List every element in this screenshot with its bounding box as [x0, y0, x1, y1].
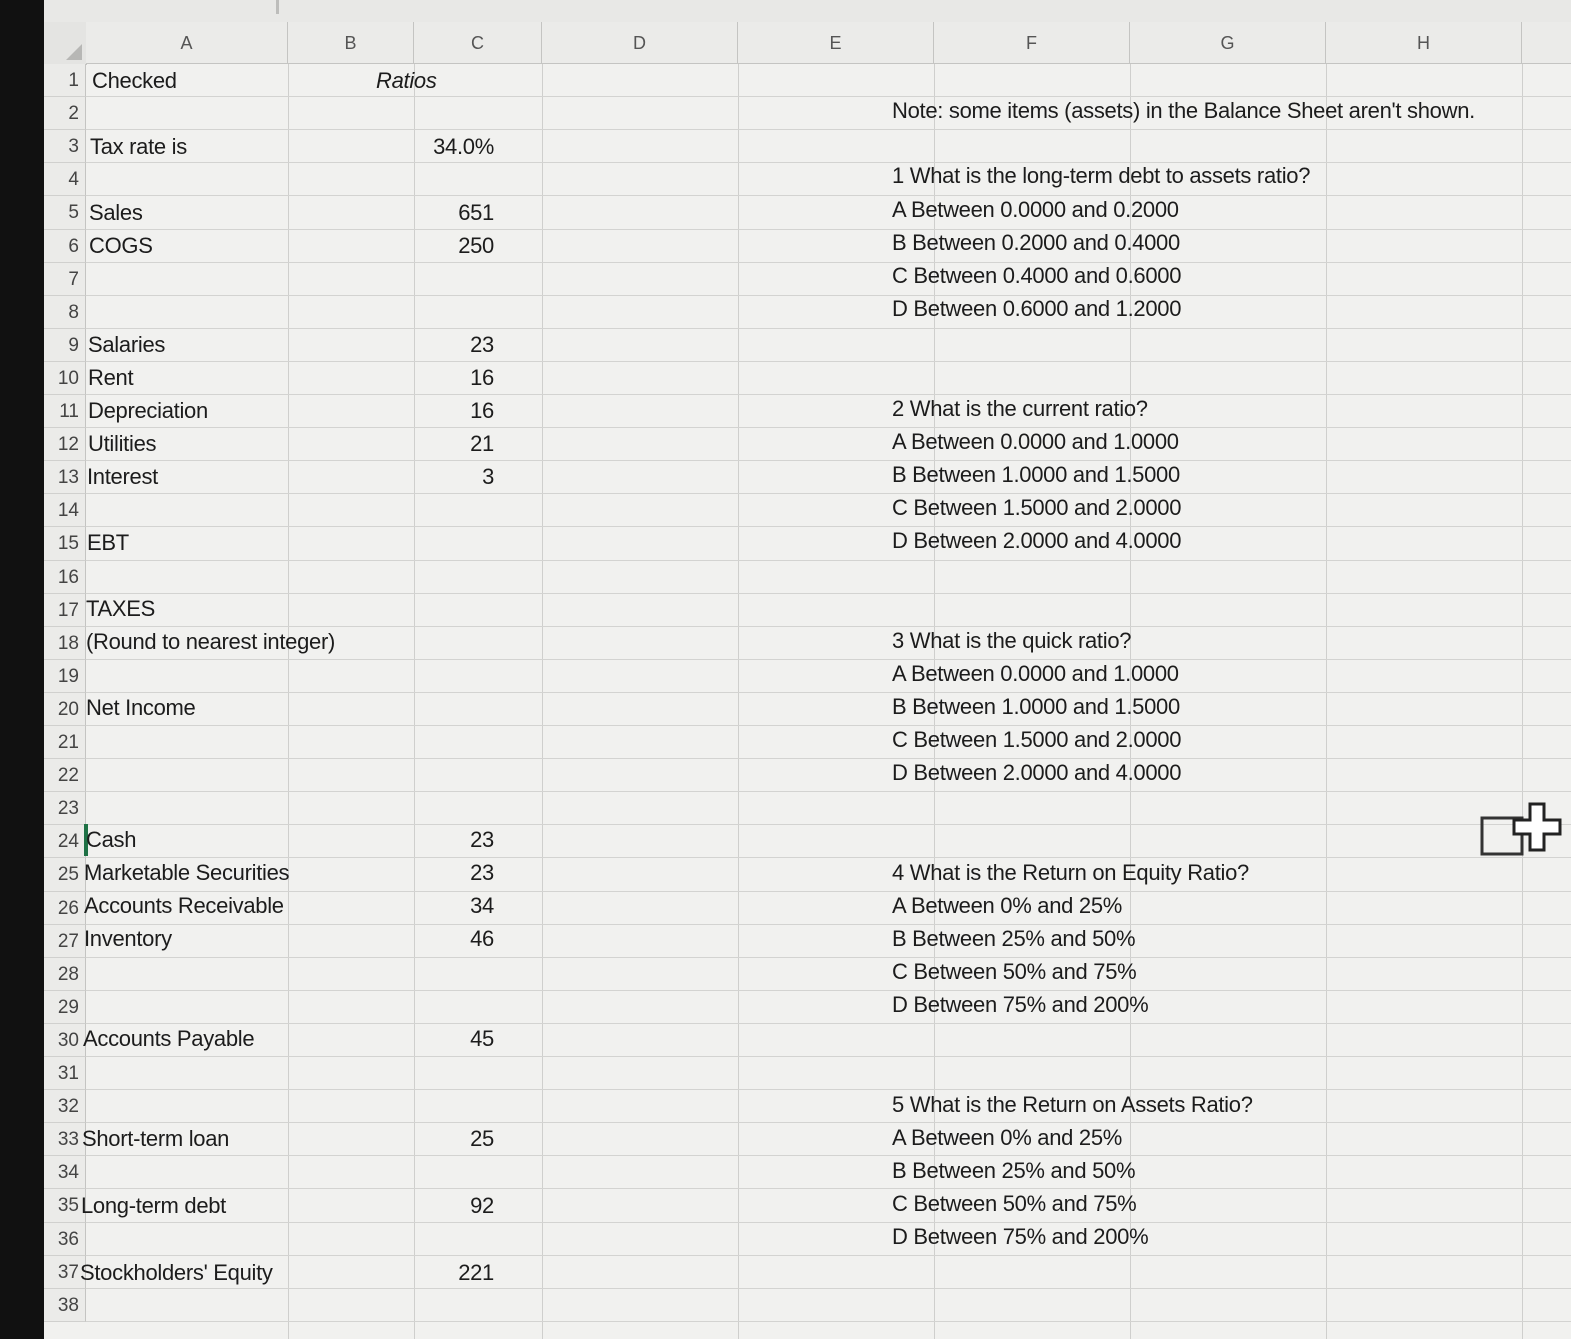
row-gridline: [86, 692, 1571, 693]
cell-c3[interactable]: 34.0%: [433, 134, 494, 159]
column-header-d[interactable]: D: [542, 22, 738, 64]
question-5-option-a[interactable]: A Between 0% and 25%: [892, 1125, 1123, 1150]
cell-a11[interactable]: Depreciation: [88, 398, 208, 423]
cell-a20[interactable]: Net Income: [86, 695, 196, 720]
row-gridline: [86, 195, 1571, 196]
row-header-15[interactable]: 15: [44, 527, 86, 561]
row-header-21[interactable]: 21: [44, 726, 86, 759]
row-header-29[interactable]: 29: [44, 991, 86, 1024]
row-gridline: [86, 990, 1571, 991]
row-gridline: [86, 791, 1571, 792]
cell-a35[interactable]: Long-term debt: [81, 1193, 226, 1218]
row-header-1[interactable]: 1: [44, 64, 86, 97]
cell-a24[interactable]: Cash: [86, 827, 137, 852]
question-3-option-a[interactable]: A Between 0.0000 and 1.0000: [892, 661, 1179, 686]
row-gridline: [86, 857, 1571, 858]
row-header-35[interactable]: 35: [44, 1189, 86, 1223]
cell-a10[interactable]: Rent: [88, 365, 134, 390]
row-header-33[interactable]: 33: [44, 1123, 86, 1156]
row-gridline: [86, 1089, 1571, 1090]
row-header-34[interactable]: 34: [44, 1156, 86, 1189]
cell-c35[interactable]: 92: [470, 1193, 494, 1218]
cell-c37[interactable]: 221: [458, 1260, 494, 1285]
row-gridline: [86, 262, 1571, 263]
cell-c30[interactable]: 45: [470, 1026, 494, 1051]
question-1-option-d[interactable]: D Between 0.6000 and 1.2000: [892, 296, 1182, 321]
row-gridline: [86, 1222, 1571, 1223]
name-box-divider: [276, 0, 279, 14]
cell-c26[interactable]: 34: [470, 893, 494, 918]
row-gridline: [86, 1023, 1571, 1024]
row-header-4[interactable]: 4: [44, 163, 86, 196]
row-gridline: [86, 1288, 1571, 1289]
row-gridline: [86, 162, 1571, 163]
row-header-10[interactable]: 10: [44, 362, 86, 395]
question-5-option-b[interactable]: B Between 25% and 50%: [892, 1158, 1136, 1183]
row-header-2[interactable]: 2: [44, 97, 86, 130]
cell-a17[interactable]: TAXES: [86, 596, 156, 621]
cell-c27[interactable]: 46: [470, 926, 494, 951]
row-header-3[interactable]: 3: [44, 130, 86, 163]
column-header-a[interactable]: A: [86, 22, 288, 64]
row-gridline: [86, 493, 1571, 494]
question-2-option-c[interactable]: C Between 1.5000 and 2.0000: [892, 495, 1182, 520]
row-gridline: [86, 593, 1571, 594]
cell-c1[interactable]: Ratios: [376, 68, 437, 93]
question-4-option-b[interactable]: B Between 25% and 50%: [892, 926, 1136, 951]
row-header-27[interactable]: 27: [44, 925, 86, 958]
row-header-25[interactable]: 25: [44, 858, 86, 892]
question-1-option-a[interactable]: A Between 0.0000 and 0.2000: [892, 197, 1179, 222]
row-header-37[interactable]: 37: [44, 1256, 86, 1289]
cell-c25[interactable]: 23: [470, 860, 494, 885]
formula-bar[interactable]: [44, 0, 1571, 23]
row-gridline: [86, 1188, 1571, 1189]
cell-a15[interactable]: EBT: [87, 530, 129, 555]
cell-a30[interactable]: Accounts Payable: [83, 1026, 255, 1051]
select-all-corner[interactable]: [44, 22, 87, 65]
column-header-b[interactable]: B: [288, 22, 414, 64]
cell-a3[interactable]: Tax rate is: [90, 134, 187, 159]
row-gridline: [86, 725, 1571, 726]
cell-a33[interactable]: Short-term loan: [82, 1126, 230, 1151]
column-header-i[interactable]: [1522, 22, 1571, 64]
cell-a13[interactable]: Interest: [87, 464, 158, 489]
row-header-17[interactable]: 17: [44, 594, 86, 627]
row-header-28[interactable]: 28: [44, 958, 86, 991]
cell-c5[interactable]: 651: [458, 200, 494, 225]
row-gridline: [86, 328, 1571, 329]
cell-a25[interactable]: Marketable Securities: [84, 860, 290, 885]
row-gridline: [86, 924, 1571, 925]
cell-c10[interactable]: 16: [470, 365, 494, 390]
row-gridline: [86, 361, 1571, 362]
row-gridline: [86, 229, 1571, 230]
row-header-30[interactable]: 30: [44, 1024, 86, 1057]
row-gridline: [86, 891, 1571, 892]
question-4-option-d[interactable]: D Between 75% and 200%: [892, 992, 1149, 1017]
question-5-option-c[interactable]: C Between 50% and 75%: [892, 1191, 1137, 1216]
row-header-36[interactable]: 36: [44, 1223, 86, 1256]
row-header-13[interactable]: 13: [44, 461, 86, 494]
cell-f2-note[interactable]: Note: some items (assets) in the Balance Sheet aren't shown.: [892, 98, 1475, 123]
row-header-16[interactable]: 16: [44, 561, 86, 594]
question-2[interactable]: 2 What is the current ratio?: [892, 396, 1148, 421]
cell-select-cursor-icon: [1480, 798, 1570, 858]
row-header-31[interactable]: 31: [44, 1057, 86, 1090]
cell-c24[interactable]: 23: [470, 827, 494, 852]
row-gridline: [86, 295, 1571, 296]
question-3-option-b[interactable]: B Between 1.0000 and 1.5000: [892, 694, 1180, 719]
cell-c6[interactable]: 250: [458, 233, 494, 258]
row-gridline: [86, 1056, 1571, 1057]
cell-c9[interactable]: 23: [470, 332, 494, 357]
cell-a37[interactable]: Stockholders' Equity: [80, 1260, 273, 1285]
column-header-g[interactable]: G: [1130, 22, 1326, 64]
row-gridline: [86, 758, 1571, 759]
cell-a9[interactable]: Salaries: [88, 332, 166, 357]
cell-a18[interactable]: (Round to nearest integer): [86, 629, 336, 654]
cell-a27[interactable]: Inventory: [84, 926, 172, 951]
row-header-8[interactable]: 8: [44, 296, 86, 329]
row-gridline: [86, 394, 1571, 395]
row-header-26[interactable]: 26: [44, 892, 86, 925]
row-header-11[interactable]: 11: [44, 395, 86, 428]
question-3-option-d[interactable]: D Between 2.0000 and 4.0000: [892, 760, 1182, 785]
spreadsheet-screen: [44, 0, 1571, 1339]
row-gridline: [86, 957, 1571, 958]
cell-a1[interactable]: Checked: [92, 68, 177, 93]
row-header-22[interactable]: 22: [44, 759, 86, 792]
cell-a5[interactable]: Sales: [89, 200, 143, 225]
row-header-20[interactable]: 20: [44, 693, 86, 726]
row-gridline: [86, 824, 1571, 825]
question-2-option-b[interactable]: B Between 1.0000 and 1.5000: [892, 462, 1180, 487]
row-header-19[interactable]: 19: [44, 660, 86, 693]
row-header-32[interactable]: 32: [44, 1090, 86, 1123]
row-gridline: [86, 427, 1571, 428]
row-gridline: [86, 129, 1571, 130]
row-header-9[interactable]: 9: [44, 329, 86, 362]
row-header-38[interactable]: 38: [44, 1289, 86, 1322]
question-4-option-c[interactable]: C Between 50% and 75%: [892, 959, 1137, 984]
cell-a6[interactable]: COGS: [89, 233, 153, 258]
row-gridline: [86, 626, 1571, 627]
question-5-option-d[interactable]: D Between 75% and 200%: [892, 1224, 1149, 1249]
question-3[interactable]: 3 What is the quick ratio?: [892, 628, 1132, 653]
row-gridline: [86, 1155, 1571, 1156]
row-header-7[interactable]: 7: [44, 263, 86, 296]
cell-a26[interactable]: Accounts Receivable: [84, 893, 284, 918]
cell-c13[interactable]: 3: [482, 464, 494, 489]
cell-c12[interactable]: 21: [470, 431, 494, 456]
cell-c11[interactable]: 16: [470, 398, 494, 423]
row-header-6[interactable]: 6: [44, 230, 86, 263]
question-4-option-a[interactable]: A Between 0% and 25%: [892, 893, 1123, 918]
row-header-14[interactable]: 14: [44, 494, 86, 527]
column-header-c[interactable]: C: [414, 22, 542, 64]
column-header-e[interactable]: E: [738, 22, 934, 64]
row-header-23[interactable]: 23: [44, 792, 86, 825]
question-1-option-c[interactable]: C Between 0.4000 and 0.6000: [892, 263, 1182, 288]
row-header-24[interactable]: 24: [44, 825, 86, 858]
question-4[interactable]: 4 What is the Return on Equity Ratio?: [892, 860, 1249, 885]
row-header-12[interactable]: 12: [44, 428, 86, 461]
question-2-option-a[interactable]: A Between 0.0000 and 1.0000: [892, 429, 1179, 454]
question-1-option-b[interactable]: B Between 0.2000 and 0.4000: [892, 230, 1180, 255]
row-gridline: [86, 560, 1571, 561]
cell-c33[interactable]: 25: [470, 1126, 494, 1151]
row-gridline: [86, 526, 1571, 527]
question-1[interactable]: 1 What is the long-term debt to assets ratio?: [892, 163, 1311, 188]
question-2-option-d[interactable]: D Between 2.0000 and 4.0000: [892, 528, 1182, 553]
question-3-option-c[interactable]: C Between 1.5000 and 2.0000: [892, 727, 1182, 752]
row-gridline: [86, 1255, 1571, 1256]
row-header-5[interactable]: 5: [44, 196, 86, 230]
cell-a12[interactable]: Utilities: [88, 431, 157, 456]
row-gridline: [86, 460, 1571, 461]
row-gridline: [86, 1122, 1571, 1123]
row-gridline: [86, 96, 1571, 97]
row-gridline: [86, 1321, 1571, 1322]
question-5[interactable]: 5 What is the Return on Assets Ratio?: [892, 1092, 1253, 1117]
row-header-18[interactable]: 18: [44, 627, 86, 660]
row-gridline: [86, 659, 1571, 660]
column-header-f[interactable]: F: [934, 22, 1130, 64]
column-header-h[interactable]: H: [1326, 22, 1522, 64]
